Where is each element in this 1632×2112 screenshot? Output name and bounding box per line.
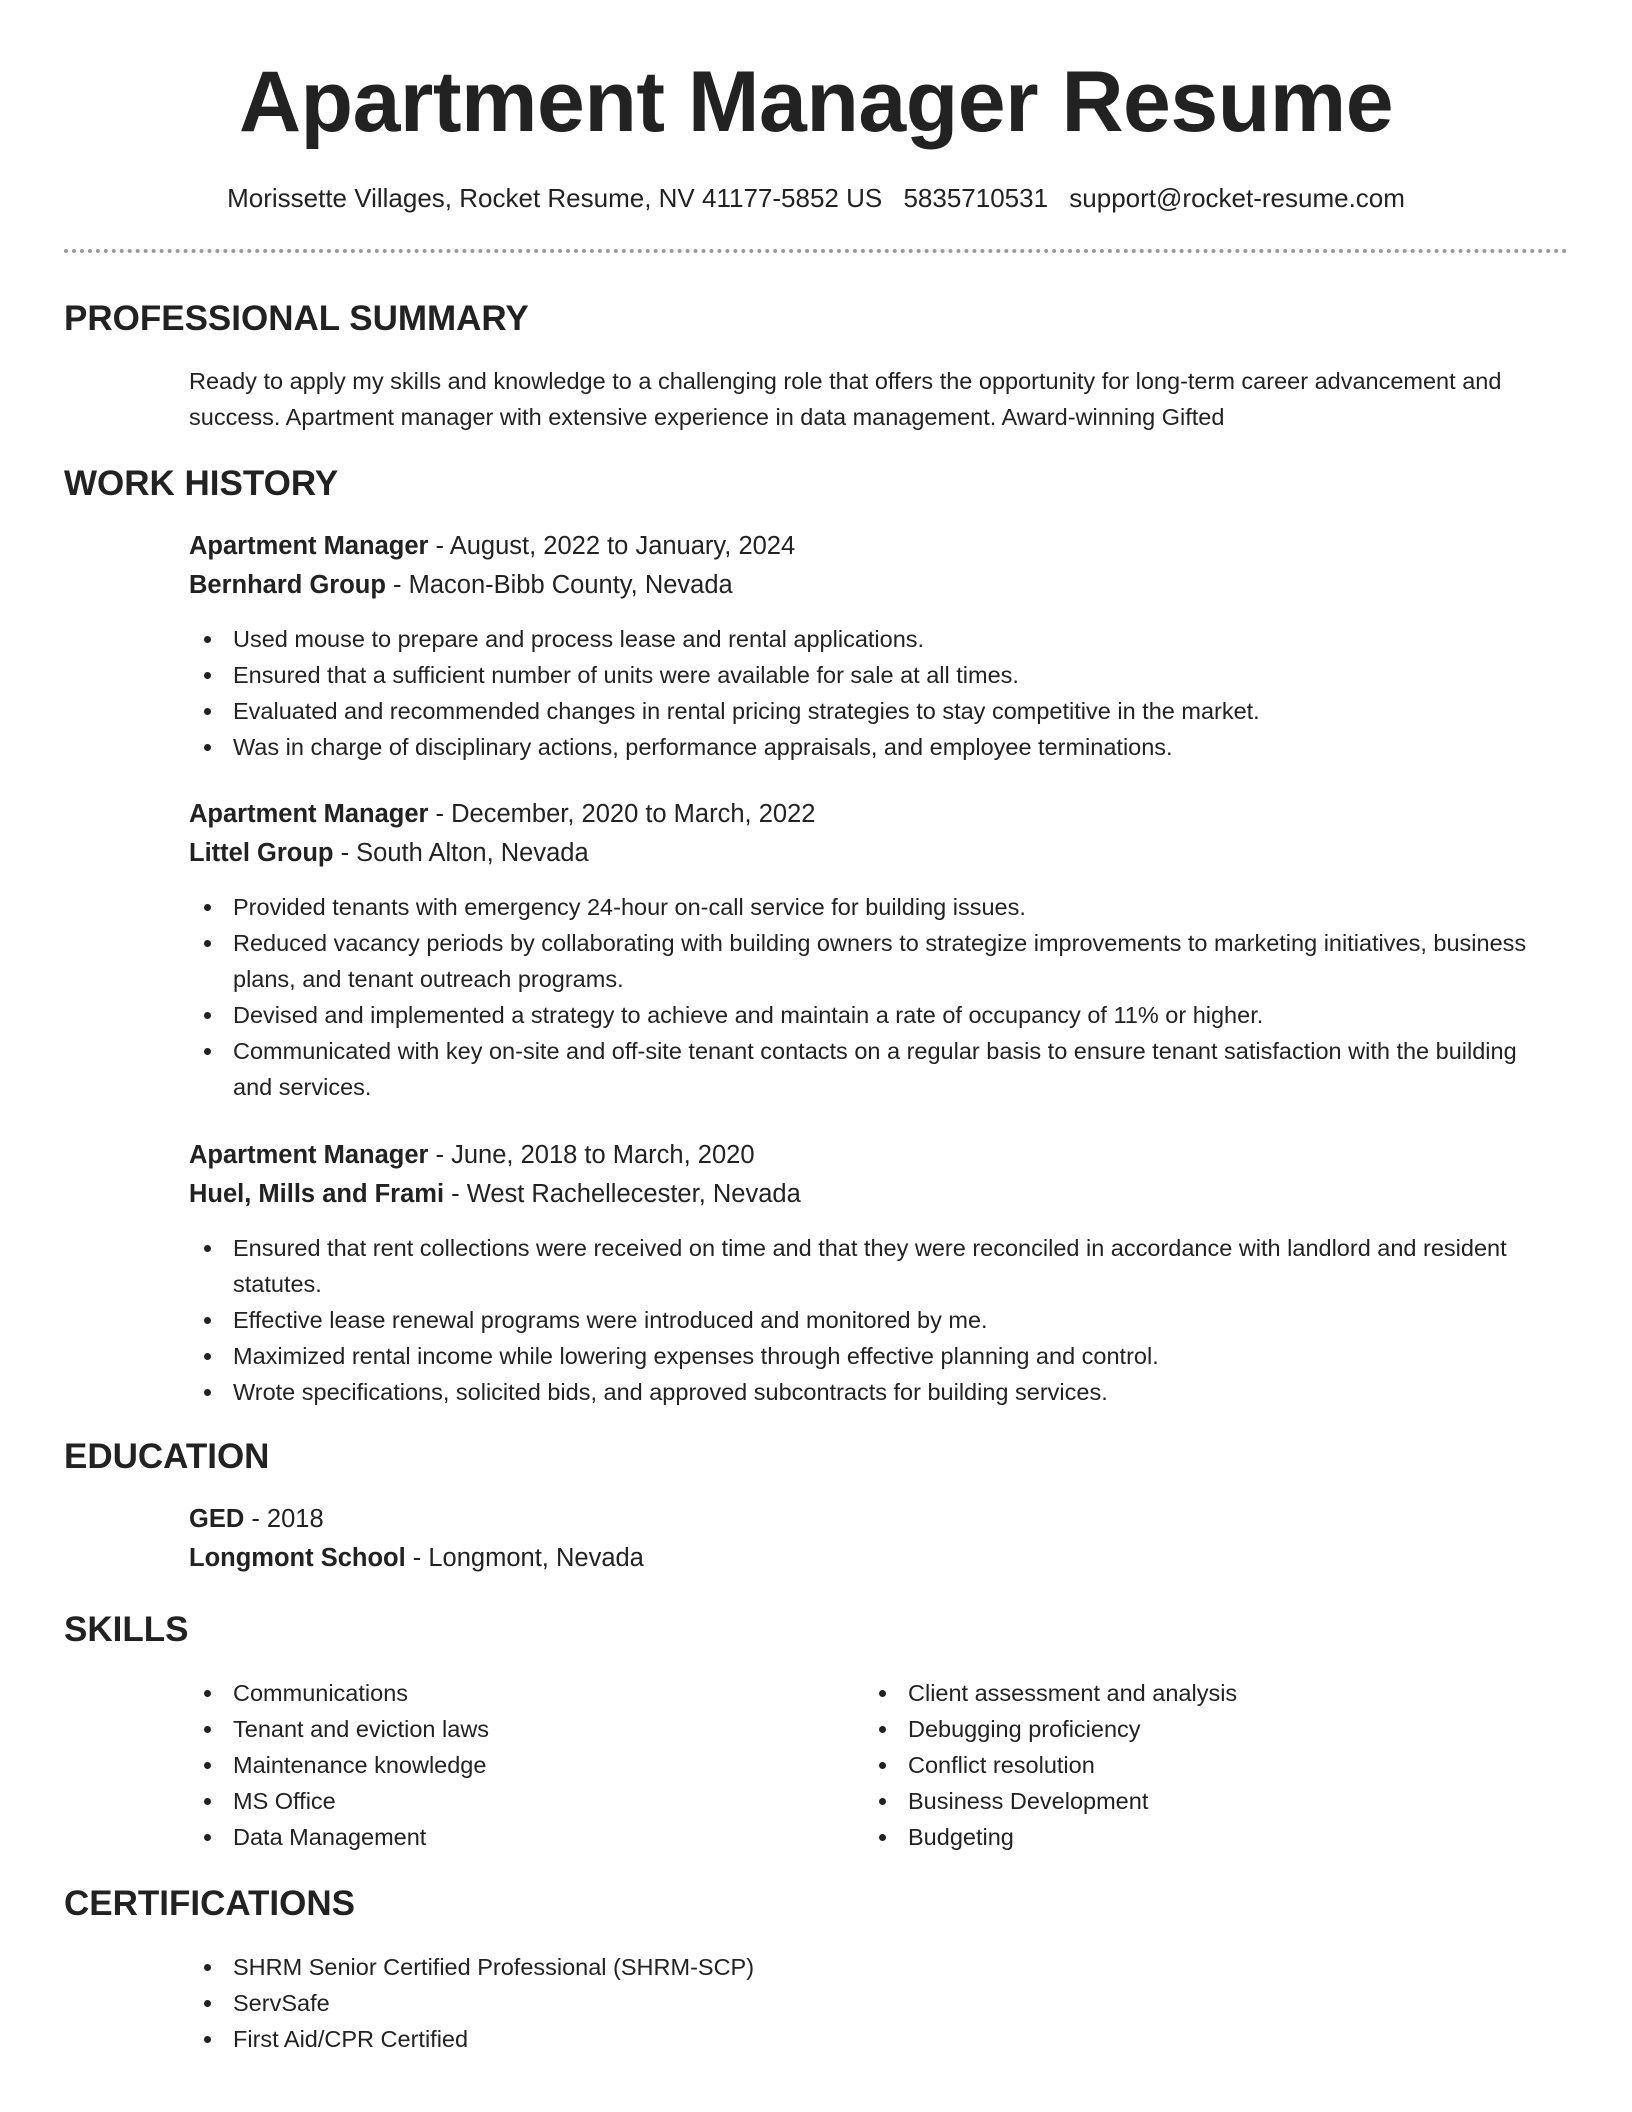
- job-location: - South Alton, Nevada: [333, 839, 589, 867]
- list-item: Used mouse to prepare and process lease and rental applications.: [189, 621, 1539, 657]
- list-item: Ensured that a sufficient number of units were available for sale at all times.: [189, 657, 1539, 693]
- job-bullets: [189, 1230, 1539, 1410]
- list-item: Ensured that rent collections were received on time and that they were reconciled in accordance with landlord and resident statutes.: [189, 1230, 1539, 1302]
- list-item: Debugging proficiency: [864, 1711, 1539, 1747]
- list-item: Effective lease renewal programs were introduced and monitored by me.: [189, 1302, 1539, 1338]
- job-title: Apartment Manager: [189, 800, 429, 828]
- degree-line: [189, 1500, 1539, 1539]
- job-title-line: [189, 527, 1539, 566]
- list-item: MS Office: [189, 1783, 864, 1819]
- certifications-list: [189, 1949, 1539, 2057]
- list-item: Reduced vacancy periods by collaborating with building owners to strategize improvements to marketing initiatives, business plans, and tenant outreach programs.: [189, 925, 1539, 997]
- job-company-line: [189, 1175, 1539, 1214]
- list-item: Devised and implemented a strategy to achieve and maintain a rate of occupancy of 11% or higher.: [189, 997, 1539, 1033]
- header-divider: [64, 249, 1568, 253]
- job-bullets: [189, 889, 1539, 1105]
- list-item: Data Management: [189, 1819, 864, 1855]
- summary-section: [189, 363, 1539, 435]
- phone-text: 5835710531: [903, 183, 1049, 213]
- address-text: Morissette Villages, Rocket Resume, NV 41177-5852 US: [227, 183, 883, 213]
- job-entry: [189, 1136, 1539, 1410]
- degree: GED: [189, 1505, 245, 1533]
- summary-heading: PROFESSIONAL SUMMARY: [64, 299, 529, 338]
- job-company-line: [189, 566, 1539, 605]
- list-item: SHRM Senior Certified Professional (SHRM-SCP): [189, 1949, 1539, 1985]
- page-title: Apartment Manager Resume: [238, 54, 1394, 150]
- certifications-heading: CERTIFICATIONS: [64, 1884, 356, 1923]
- list-item: First Aid/CPR Certified: [189, 2021, 1539, 2057]
- list-item: Client assessment and analysis: [864, 1675, 1539, 1711]
- job-company: Huel, Mills and Frami: [189, 1180, 445, 1208]
- education-heading: EDUCATION: [64, 1437, 270, 1476]
- list-item: Maximized rental income while lowering expenses through effective planning and control.: [189, 1338, 1539, 1374]
- job-company: Bernhard Group: [189, 571, 386, 599]
- job-company-line: [189, 834, 1539, 873]
- list-item: Communicated with key on-site and off-site tenant contacts on a regular basis to ensure tenant satisfaction with the building and services.: [189, 1033, 1539, 1105]
- work-history-heading: WORK HISTORY: [64, 464, 339, 503]
- certifications-section: [189, 1949, 1539, 2057]
- job-bullets: [189, 621, 1539, 765]
- list-item: Maintenance knowledge: [189, 1747, 864, 1783]
- list-item: Business Development: [864, 1783, 1539, 1819]
- list-item: Wrote specifications, solicited bids, and approved subcontracts for building services.: [189, 1374, 1539, 1410]
- list-item: Conflict resolution: [864, 1747, 1539, 1783]
- job-company: Littel Group: [189, 839, 334, 867]
- job-title: Apartment Manager: [189, 1141, 429, 1169]
- list-item: Was in charge of disciplinary actions, performance appraisals, and employee terminations.: [189, 729, 1539, 765]
- email-text: support@rocket-resume.com: [1069, 183, 1405, 213]
- summary-text: Ready to apply my skills and knowledge to a challenging role that offers the opportunity for long-term career advancement and success. Apartment manager with extensive experience in data management. Award-winning Gifted: [189, 368, 1502, 430]
- school-line: [189, 1539, 1539, 1578]
- school-name: Longmont School: [189, 1544, 406, 1572]
- skills-list: [189, 1675, 1539, 1855]
- skills-column-right: [864, 1675, 1539, 1855]
- graduation-year: - 2018: [244, 1505, 324, 1533]
- job-dates: - June, 2018 to March, 2020: [428, 1141, 755, 1169]
- education-entry: [189, 1500, 1539, 1578]
- job-title-line: [189, 1136, 1539, 1175]
- job-entry: [189, 795, 1539, 1105]
- contact-info: [0, 178, 1632, 218]
- job-location: - West Rachellecester, Nevada: [444, 1180, 801, 1208]
- job-dates: - December, 2020 to March, 2022: [428, 800, 816, 828]
- skills-column-left: [189, 1675, 864, 1855]
- list-item: Provided tenants with emergency 24-hour on-call service for building issues.: [189, 889, 1539, 925]
- list-item: Communications: [189, 1675, 864, 1711]
- skills-heading: SKILLS: [64, 1610, 189, 1649]
- list-item: ServSafe: [189, 1985, 1539, 2021]
- list-item: Evaluated and recommended changes in rental pricing strategies to stay competitive in the market.: [189, 693, 1539, 729]
- job-entry: [189, 527, 1539, 765]
- school-location: - Longmont, Nevada: [405, 1544, 644, 1572]
- job-title: Apartment Manager: [189, 532, 429, 560]
- job-dates: - August, 2022 to January, 2024: [428, 532, 796, 560]
- job-location: - Macon-Bibb County, Nevada: [385, 571, 733, 599]
- list-item: Tenant and eviction laws: [189, 1711, 864, 1747]
- list-item: Budgeting: [864, 1819, 1539, 1855]
- job-title-line: [189, 795, 1539, 834]
